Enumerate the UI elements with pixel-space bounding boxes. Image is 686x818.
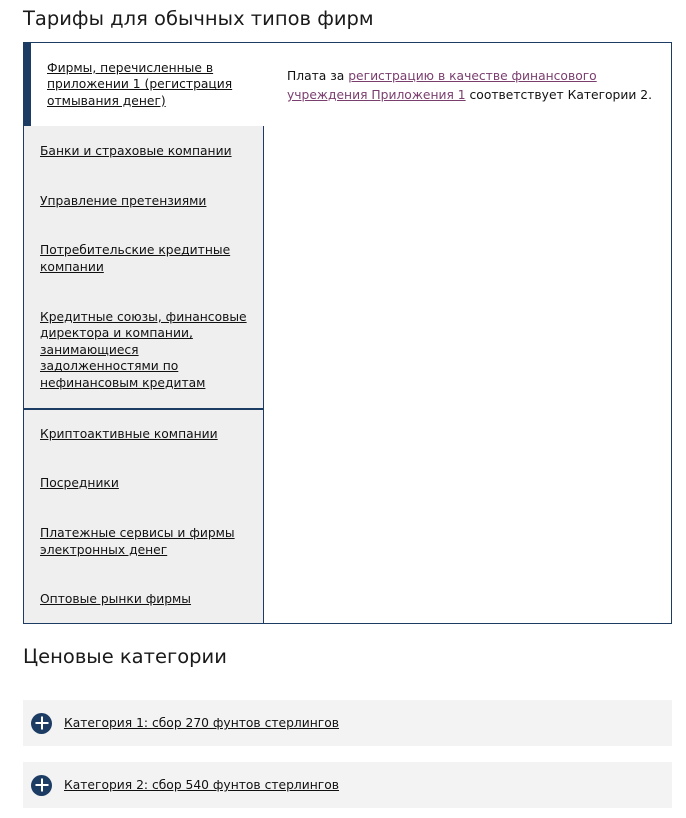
pricing-categories-title: Ценовые категории [23, 645, 227, 668]
tab-cryptoasset[interactable] [24, 408, 264, 459]
tab-label: Управление претензиями [40, 193, 207, 208]
accordion-label: Категория 2: сбор 540 фунтов стерлингов [64, 778, 340, 792]
expand-plus-icon[interactable] [31, 775, 52, 796]
tab-banks-insurers[interactable] [24, 126, 264, 177]
tab-label: Банки и страховые компании [40, 143, 232, 158]
tab-label: Кредитные союзы, финансовые директора и компании, занимающиеся задолженностями по нефинансовым кредитам [40, 309, 247, 390]
tab-credit-unions[interactable] [24, 292, 264, 409]
panel-prefix: Плата за [287, 69, 349, 83]
accordion-category-2[interactable] [23, 762, 672, 808]
accordion-category-1[interactable] [23, 700, 672, 746]
tab-label: Потребительские кредитные компании [40, 243, 231, 274]
accordion-label: Категория 1: сбор 270 фунтов стерлингов [64, 716, 340, 730]
expand-plus-icon[interactable] [31, 713, 52, 734]
panel-suffix: соответствует Категории 2. [465, 88, 652, 102]
tab-panel [287, 67, 677, 105]
fee-tabs [23, 42, 672, 624]
tab-label: Фирмы, перечисленные в приложении 1 (регистрация отмывания денег) [47, 60, 233, 108]
tab-label: Криптоактивные компании [40, 426, 218, 441]
tab-label: Посредники [40, 475, 119, 490]
tab-list [24, 43, 264, 623]
tab-label: Оптовые рынки фирмы [40, 591, 192, 606]
tab-claims-management[interactable] [24, 176, 264, 227]
tab-wholesale-markets[interactable] [24, 575, 264, 623]
tab-schedule-1-firms[interactable] [24, 43, 264, 127]
tab-label: Платежные сервисы и фирмы электронных денег [40, 525, 235, 557]
tab-intermediaries[interactable] [24, 458, 264, 509]
tab-payment-services[interactable] [24, 508, 264, 576]
page-title: Тарифы для обычных типов фирм [23, 7, 374, 30]
tab-consumer-credit[interactable] [24, 226, 264, 293]
registration-link[interactable]: регистрацию в качестве финансового учреждения Приложения 1 [287, 69, 597, 102]
